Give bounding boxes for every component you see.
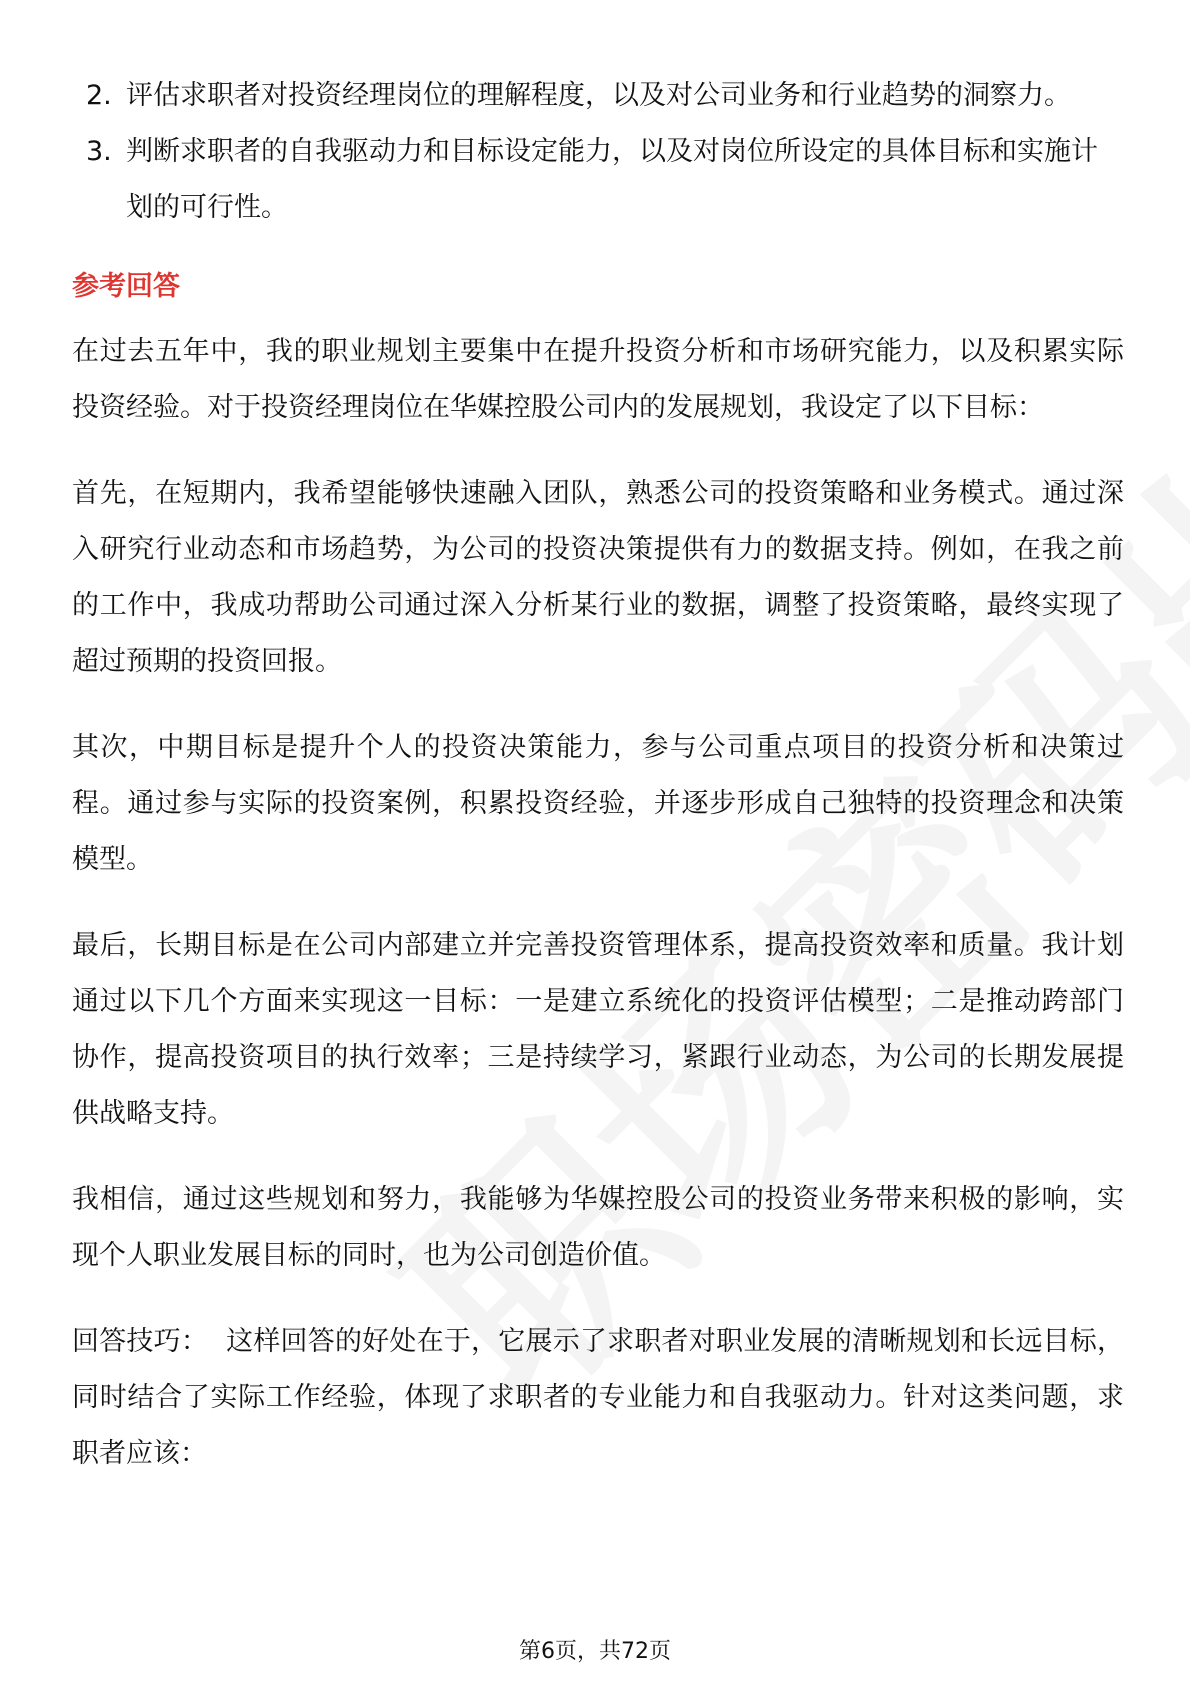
evaluation-list — [72, 68, 1124, 236]
paragraph: 我相信，通过这些规划和努力，我能够为华媒控股公司的投资业务带来积极的影响，实现个人职业发展目标的同时，也为公司创造价值。 — [72, 1184, 1124, 1271]
paragraph: 在过去五年中，我的职业规划主要集中在提升投资分析和市场研究能力，以及积累实际投资经验。对于投资经理岗位在华媒控股公司内的发展规划，我设定了以下目标： — [72, 336, 1124, 423]
paragraph: 其次，中期目标是提升个人的投资决策能力，参与公司重点项目的投资分析和决策过程。通过参与实际的投资案例，积累投资经验，并逐步形成自己独特的投资理念和决策模型。 — [72, 732, 1124, 875]
section-heading: 参考回答 — [72, 271, 180, 302]
answer-tip-label: 回答技巧： — [72, 1326, 209, 1357]
list-item — [72, 124, 1124, 236]
list-item — [72, 68, 1124, 124]
list-number: 2. — [86, 80, 112, 111]
list-item-text: 判断求职者的自我驱动力和目标设定能力，以及对岗位所设定的具体目标和实施计划的可行性。 — [126, 136, 1098, 223]
answer-tip — [72, 1314, 1124, 1482]
answer-tip-text: 这样回答的好处在于，它展示了求职者对职业发展的清晰规划和长远目标，同时结合了实际工作经验，体现了求职者的专业能力和自我驱动力。针对这类问题，求职者应该： — [72, 1326, 1125, 1469]
page-number: 第6页，共72页 — [519, 1639, 671, 1664]
list-item-text: 评估求职者对投资经理岗位的理解程度，以及对公司业务和行业趋势的洞察力。 — [126, 80, 1071, 111]
document-body — [72, 68, 1124, 1482]
paragraph: 首先，在短期内，我希望能够快速融入团队，熟悉公司的投资策略和业务模式。通过深入研究行业动态和市场趋势，为公司的投资决策提供有力的数据支持。例如，在我之前的工作中，我成功帮助公司通过深入分析某行业的数据，调整了投资策略，最终实现了超过预期的投资回报。 — [72, 478, 1124, 677]
list-number: 3. — [86, 136, 112, 167]
paragraph: 最后，长期目标是在公司内部建立并完善投资管理体系，提高投资效率和质量。我计划通过以下几个方面来实现这一目标：一是建立系统化的投资评估模型；二是推动跨部门协作，提高投资项目的执行效率；三是持续学习，紧跟行业动态，为公司的长期发展提供战略支持。 — [72, 930, 1124, 1129]
